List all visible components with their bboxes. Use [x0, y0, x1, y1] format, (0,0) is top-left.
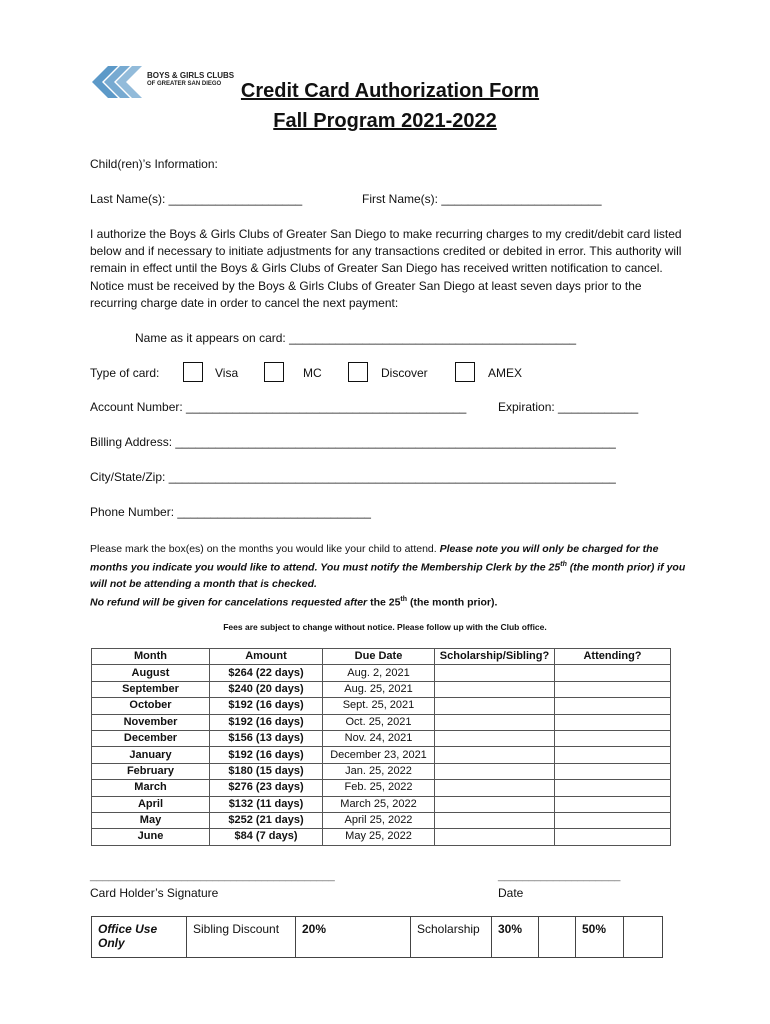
col-due-date: Due Date — [323, 649, 435, 665]
attending-cell[interactable] — [555, 780, 671, 796]
scholarship-label: Scholarship — [411, 917, 492, 958]
name-on-card-field[interactable]: Name as it appears on card: ___________________________________________ — [135, 331, 577, 345]
visa-label: Visa — [215, 366, 239, 380]
scholarship-cell[interactable] — [435, 812, 555, 828]
month-cell: December — [92, 730, 210, 746]
amount-cell: $192 (16 days) — [210, 747, 323, 763]
month-cell: March — [92, 780, 210, 796]
notice-sup-2: th — [400, 595, 408, 603]
form-title — [0, 80, 770, 103]
form-subtitle: Fall Program 2021-2022 — [273, 110, 497, 132]
amount-cell: $180 (15 days) — [210, 763, 323, 779]
scholarship-cell[interactable] — [435, 698, 555, 714]
col-amount: Amount — [210, 649, 323, 665]
scholarship-cell[interactable] — [435, 829, 555, 845]
table-row — [92, 763, 671, 779]
discover-label: Discover — [381, 366, 428, 380]
children-info-label: Child(ren)’s Information: — [90, 157, 218, 171]
due-date-cell: Sept. 25, 2021 — [323, 698, 435, 714]
attending-cell[interactable] — [555, 730, 671, 746]
notice-sup-1: th — [560, 561, 567, 568]
amount-cell: $276 (23 days) — [210, 780, 323, 796]
city-state-zip-field[interactable]: City/State/Zip: ___________________________________________________________________ — [90, 470, 616, 484]
amount-cell: $252 (21 days) — [210, 812, 323, 828]
table-row — [92, 796, 671, 812]
table-row — [92, 730, 671, 746]
month-cell: June — [92, 829, 210, 845]
phone-number-field[interactable]: Phone Number: _____________________________ — [90, 505, 371, 519]
mc-checkbox[interactable] — [264, 362, 284, 382]
month-cell: February — [92, 763, 210, 779]
scholarship-cell[interactable] — [435, 763, 555, 779]
table-row — [92, 698, 671, 714]
table-row — [92, 829, 671, 845]
attending-cell[interactable] — [555, 763, 671, 779]
form-title-text: Credit Card Authorization Form — [240, 80, 540, 102]
visa-checkbox[interactable] — [183, 362, 203, 382]
notice-bold-4: the 25 — [367, 596, 401, 608]
table-row — [92, 780, 671, 796]
attendance-notice — [90, 541, 690, 610]
attending-cell[interactable] — [555, 747, 671, 763]
due-date-cell: Feb. 25, 2022 — [323, 780, 435, 796]
schedule-table — [91, 648, 671, 846]
notice-plain: Please mark the box(es) on the months you would like your child to attend. — [90, 543, 440, 555]
due-date-cell: April 25, 2022 — [323, 812, 435, 828]
attending-cell[interactable] — [555, 829, 671, 845]
attending-cell[interactable] — [555, 665, 671, 681]
notice-bold-1: Please note you will only be charged for the months you indicate you would like to attend. You must notify the Membership Clerk by the 25 — [90, 543, 659, 574]
account-number-field[interactable]: Account Number: __________________________________________ — [90, 400, 467, 414]
amount-cell: $132 (11 days) — [210, 796, 323, 812]
fees-notice: Fees are subject to change without notice. Please follow up with the Club office. — [223, 622, 547, 632]
col-month: Month — [92, 649, 210, 665]
office-use-label: Office Use Only — [92, 917, 187, 958]
discover-checkbox[interactable] — [348, 362, 368, 382]
amount-cell: $264 (22 days) — [210, 665, 323, 681]
notice-bold-2: (the month prior) if you will not be attending a month that is checked. — [90, 561, 686, 590]
scholarship-cell[interactable] — [435, 681, 555, 697]
amount-cell: $192 (16 days) — [210, 714, 323, 730]
amount-cell: $84 (7 days) — [210, 829, 323, 845]
card-type-label: Type of card: — [90, 366, 160, 380]
pct-30: 30% — [492, 917, 539, 958]
blank-cell-1[interactable] — [539, 917, 576, 958]
mc-label: MC — [303, 366, 322, 380]
amount-cell: $240 (20 days) — [210, 681, 323, 697]
month-cell: January — [92, 747, 210, 763]
logo-line1: BOYS & GIRLS CLUBS — [147, 71, 235, 80]
amex-checkbox[interactable] — [455, 362, 475, 382]
blank-cell-2[interactable] — [624, 917, 663, 958]
expiration-field[interactable]: Expiration: ____________ — [498, 400, 639, 414]
month-cell: August — [92, 665, 210, 681]
amount-cell: $156 (13 days) — [210, 730, 323, 746]
first-name-field[interactable]: First Name(s): ________________________ — [362, 192, 602, 206]
logo-line2: OF GREATER SAN DIEGO — [147, 81, 222, 87]
due-date-cell: Aug. 25, 2021 — [323, 681, 435, 697]
signature-line[interactable]: ________________________________________ — [90, 870, 335, 882]
attending-cell[interactable] — [555, 681, 671, 697]
month-cell: October — [92, 698, 210, 714]
month-cell: November — [92, 714, 210, 730]
amount-cell: $192 (16 days) — [210, 698, 323, 714]
scholarship-cell[interactable] — [435, 714, 555, 730]
col-scholarship: Scholarship/Sibling? — [435, 649, 555, 665]
month-cell: April — [92, 796, 210, 812]
notice-bold-3: No refund will be given for cancelations requested after — [90, 596, 368, 608]
attending-cell[interactable] — [555, 714, 671, 730]
scholarship-cell[interactable] — [435, 747, 555, 763]
due-date-cell: Aug. 2, 2021 — [323, 665, 435, 681]
pct-20: 20% — [296, 917, 411, 958]
pct-50: 50% — [576, 917, 624, 958]
schedule-header-row — [92, 649, 671, 665]
scholarship-cell[interactable] — [435, 780, 555, 796]
scholarship-cell[interactable] — [435, 730, 555, 746]
attending-cell[interactable] — [555, 796, 671, 812]
office-use-table — [91, 916, 663, 958]
due-date-cell: May 25, 2022 — [323, 829, 435, 845]
month-cell: September — [92, 681, 210, 697]
signature-label: Card Holder’s Signature — [90, 886, 219, 900]
scholarship-cell[interactable] — [435, 665, 555, 681]
due-date-cell: December 23, 2021 — [323, 747, 435, 763]
sibling-discount-label: Sibling Discount — [187, 917, 296, 958]
scholarship-cell[interactable] — [435, 796, 555, 812]
table-row — [92, 681, 671, 697]
authorization-text: I authorize the Boys & Girls Clubs of Greater San Diego to make recurring charges to my credit/debit card listed below and if necessary to initiate adjustments for any transactions credited or debited in error. This authority will remain in effect until the Boys & Girls Clubs of Greater San Diego has received written notification to cancel. Notice must be received by the Boys & Girls Clubs of Greater San Diego at least seven days prior to the recurring charge date in order to cancel the next payment: — [90, 227, 682, 310]
attending-cell[interactable] — [555, 812, 671, 828]
due-date-cell: Nov. 24, 2021 — [323, 730, 435, 746]
last-name-field[interactable]: Last Name(s): ____________________ — [90, 192, 303, 206]
date-line[interactable]: ____________________ — [498, 870, 621, 882]
due-date-cell: Jan. 25, 2022 — [323, 763, 435, 779]
due-date-cell: March 25, 2022 — [323, 796, 435, 812]
attending-cell[interactable] — [555, 698, 671, 714]
col-attending: Attending? — [555, 649, 671, 665]
date-label: Date — [498, 886, 524, 900]
table-row — [92, 665, 671, 681]
notice-bold-5: (the month prior). — [407, 596, 498, 608]
month-cell: May — [92, 812, 210, 828]
amex-label: AMEX — [488, 366, 523, 380]
billing-address-field[interactable]: Billing Address: __________________________________________________________________ — [90, 435, 616, 449]
office-use-row — [92, 917, 663, 958]
table-row — [92, 812, 671, 828]
table-row — [92, 714, 671, 730]
due-date-cell: Oct. 25, 2021 — [323, 714, 435, 730]
table-row — [92, 747, 671, 763]
